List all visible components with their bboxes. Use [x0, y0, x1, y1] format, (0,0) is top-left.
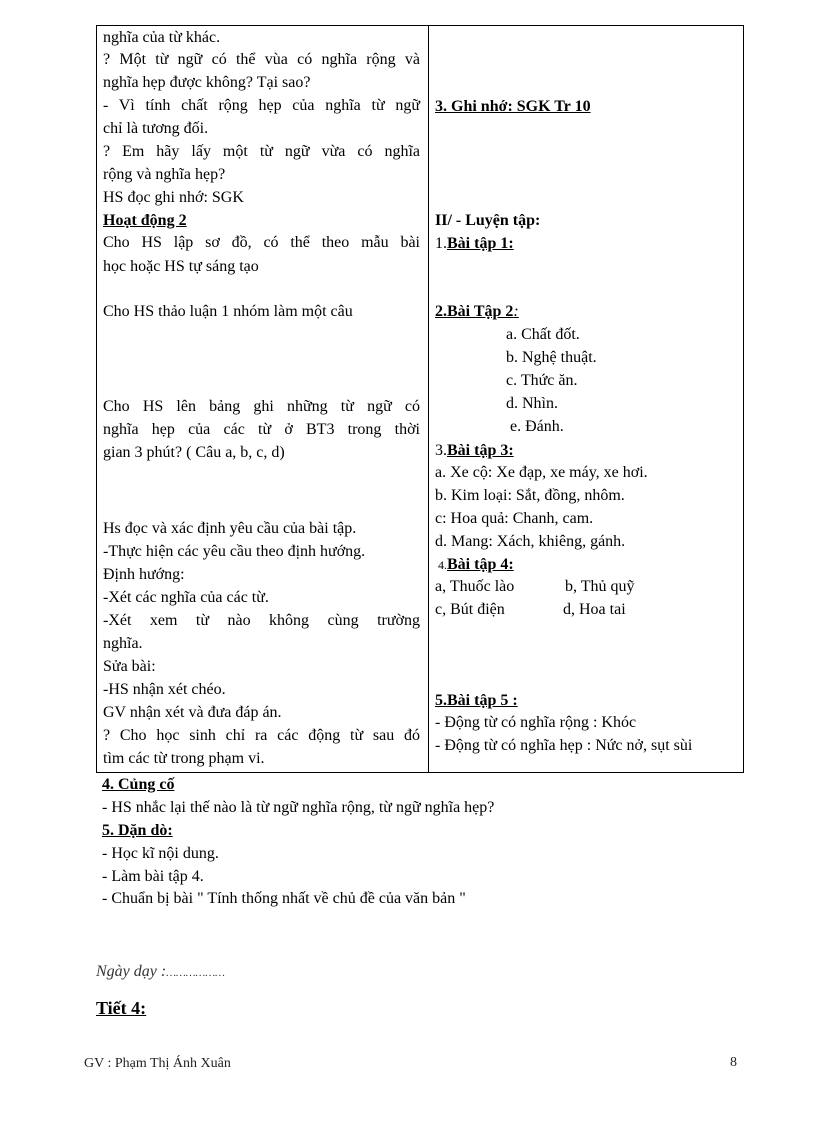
- left-line: nghĩa của từ khác.: [103, 29, 221, 46]
- left-line: -Xét xem từ nào không cùng trường: [103, 612, 420, 629]
- exercise-3-item: a. Xe cộ: Xe đạp, xe máy, xe hơi.: [435, 464, 648, 481]
- left-line: HS đọc ghi nhớ: SGK: [103, 189, 244, 206]
- exercise-5-heading: 5.Bài tập 5 :: [435, 692, 518, 709]
- activity-heading: Hoạt động 2: [103, 212, 187, 229]
- teaching-date: [96, 961, 225, 983]
- homework-heading: 5. Dặn dò:: [102, 822, 173, 839]
- left-line: - Vì tính chất rộng hẹp của nghĩa từ ngữ: [103, 97, 420, 114]
- left-line: Hs đọc và xác định yêu cầu của bài tập.: [103, 520, 357, 537]
- left-line: Cho HS lập sơ đồ, có thể theo mẫu bài: [103, 234, 420, 251]
- exercise-2-colon: :: [513, 303, 519, 320]
- exercise-3-item: c: Hoa quả: Chanh, cam.: [435, 510, 594, 527]
- exercise-4-label: Bài tập 4:: [447, 556, 514, 573]
- exercise-3-label: Bài tập 3:: [447, 442, 514, 459]
- footer-author: GV : Phạm Thị Ánh Xuân: [84, 1056, 231, 1071]
- exercise-4-answer: b, Thủ quỹ: [565, 578, 635, 595]
- left-line: ? Một từ ngữ có thể vùa có nghĩa rộng và: [103, 51, 420, 68]
- exercise-3-heading: [435, 440, 514, 462]
- left-line: rộng và nghĩa hẹp?: [103, 166, 226, 183]
- practice-heading: II/ - Luyện tập:: [435, 212, 541, 229]
- memo-heading: 3. Ghi nhớ: SGK Tr 10: [435, 98, 591, 115]
- exercise-2-item: a. Chất đốt.: [506, 326, 580, 343]
- left-line: -Xét các nghĩa của các từ.: [103, 589, 269, 606]
- exercise-1-heading: [435, 233, 514, 255]
- left-line: GV nhận xét và đưa đáp án.: [103, 704, 282, 721]
- exercise-5-line: - Động từ có nghĩa hẹp : Nức nở, sụt sùi: [435, 737, 693, 754]
- left-line: -HS nhận xét chéo.: [103, 681, 226, 698]
- exercise-2-heading: [435, 301, 519, 323]
- column-divider: [428, 26, 429, 772]
- left-line: gian 3 phút? ( Câu a, b, c, d): [103, 444, 285, 461]
- lesson-table: [96, 25, 744, 773]
- exercise-4-answer: d, Hoa tai: [563, 601, 626, 618]
- consolidation-heading: 4. Củng cố: [102, 776, 175, 793]
- consolidation-text: - HS nhắc lại thế nào là từ ngữ nghĩa rộng, từ ngữ nghĩa hẹp?: [102, 799, 495, 816]
- exercise-4-answer: c, Bút điện: [435, 601, 505, 618]
- exercise-3-number: 3.: [435, 442, 447, 459]
- homework-item: - Làm bài tập 4.: [102, 868, 204, 885]
- left-line: học hoặc HS tự sáng tạo: [103, 258, 259, 275]
- left-line: Sửa bài:: [103, 658, 156, 675]
- left-line: nghĩa.: [103, 635, 143, 652]
- left-line: Cho HS lên bảng ghi những từ ngữ có: [103, 398, 420, 415]
- page-number: 8: [730, 1055, 737, 1070]
- teaching-date-label: Ngày dạy :: [96, 963, 167, 980]
- exercise-5-line: - Động từ có nghĩa rộng : Khóc: [435, 714, 637, 731]
- exercise-3-item: d. Mang: Xách, khiêng, gánh.: [435, 533, 626, 550]
- exercise-2-item: c. Thức ăn.: [506, 372, 578, 389]
- exercise-2-label: 2.Bài Tập 2: [435, 303, 514, 320]
- homework-item: - Chuẩn bị bài " Tính thống nhất về chủ đề của văn bản ": [102, 890, 466, 907]
- left-line: ? Cho học sinh chỉ ra các động từ sau đó: [103, 727, 420, 744]
- left-line: ? Em hãy lấy một từ ngữ vừa có nghĩa: [103, 143, 420, 160]
- left-line: tìm các từ trong phạm vi.: [103, 750, 265, 767]
- left-line: Cho HS thảo luận 1 nhóm làm một câu: [103, 303, 353, 320]
- exercise-1-label: Bài tập 1:: [447, 235, 514, 252]
- teaching-date-dots: ………………: [166, 967, 225, 979]
- left-line: -Thực hiện các yêu cầu theo định hướng.: [103, 543, 366, 560]
- exercise-4-heading: [438, 554, 514, 576]
- period-heading: Tiết 4:: [96, 998, 147, 1018]
- exercise-2-item: b. Nghệ thuật.: [506, 349, 597, 366]
- left-line: Định hướng:: [103, 566, 185, 583]
- exercise-4-number: 4.: [438, 558, 447, 572]
- exercise-3-item: b. Kim loại: Sắt, đồng, nhôm.: [435, 487, 625, 504]
- left-line: nghĩa hẹp của các từ ở BT3 trong thời: [103, 421, 420, 438]
- exercise-2-item: d. Nhìn.: [506, 395, 558, 412]
- left-line: chỉ là tương đối.: [103, 120, 209, 137]
- homework-item: - Học kĩ nội dung.: [102, 845, 219, 862]
- left-line: nghĩa hẹp được không? Tại sao?: [103, 74, 311, 91]
- exercise-4-answer: a, Thuốc lào: [435, 578, 515, 595]
- exercise-2-item: e. Đánh.: [510, 418, 564, 435]
- exercise-1-number: 1.: [435, 235, 447, 252]
